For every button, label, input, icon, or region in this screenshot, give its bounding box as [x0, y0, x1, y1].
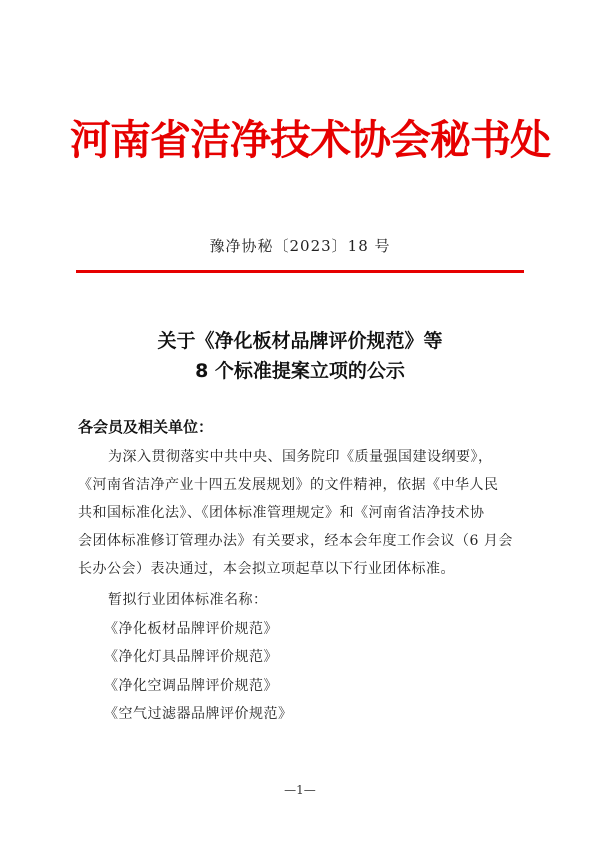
body-line: 长办公会）表决通过，本会拟立项起草以下行业团体标准。	[78, 561, 455, 577]
org-title: 河南省洁净技术协会秘书处	[70, 116, 550, 164]
body-line: 《河南省洁净产业十四五发展规划》的文件精神，依据《中华人民	[78, 477, 499, 493]
standard-item: 《净化板材品牌评价规范》	[104, 621, 278, 637]
document-title-line1: 关于《净化板材品牌评价规范》等	[157, 330, 443, 352]
standard-item: 《净化灯具品牌评价规范》	[104, 649, 278, 665]
red-divider	[76, 270, 524, 273]
standard-item: 《空气过滤器品牌评价规范》	[104, 706, 293, 722]
document-number: 豫净协秘〔2023〕18 号	[209, 237, 391, 255]
standard-item: 《净化空调品牌评价规范》	[104, 678, 278, 694]
page-number: —1—	[284, 783, 316, 797]
body-line: 共和国标准化法》、《团体标准管理规定》和《河南省洁净技术协	[78, 505, 485, 521]
body-line: 为深入贯彻落实中共中央、国务院印《质量强国建设纲要》，	[108, 449, 493, 465]
standards-list-intro: 暂拟行业团体标准名称：	[108, 592, 268, 608]
body-line: 会团体标准修订管理办法》有关要求，经本会年度工作会议（6 月会	[78, 533, 513, 549]
document-title-line2: 8 个标准提案立项的公示	[195, 360, 405, 382]
salutation: 各会员及相关单位：	[78, 418, 214, 436]
